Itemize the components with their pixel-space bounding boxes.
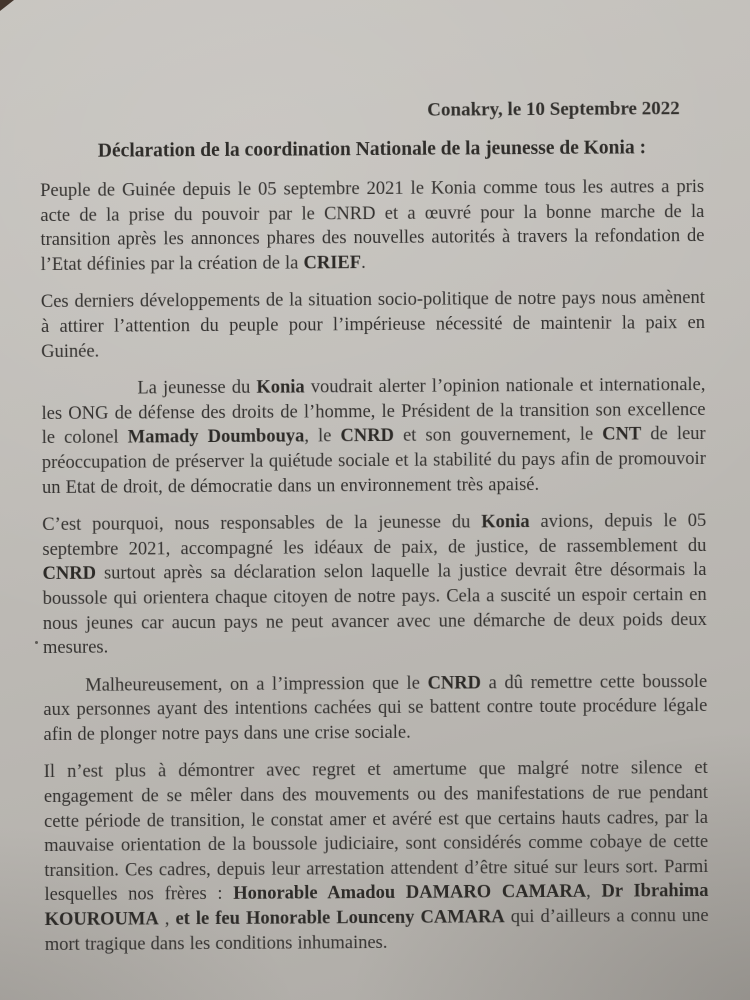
- dateline: Conakry, le 10 Septembre 2022: [427, 98, 680, 121]
- stray-ink-dot: [35, 641, 38, 644]
- document-title: Déclaration de la coordination Nationale de la jeunesse de Konia :: [97, 137, 647, 162]
- paragraph-6: Il n’est plus à démontrer avec regret et amertume que malgré notre silence et engagement de se mêler dans des mouvements ou des manifestations de rue pendant cette période de transition, le constat amer et avéré est que certains hauts cadres, par la mauvaise orientation de la boussole judiciaire, sont considérés comme cobaye de cette transition. Ces cadres, depuis leur arrestation attendent d’être situé sur leurs sort. Parmi lesquelles nos frères : Honorable Amadou DAMARO CAMARA, Dr Ibrahima KOUROUMA , et le feu Honorable Lounceny CAMARA qui d’ailleurs a connu une mort tragique dans les conditions inhumaines.: [43, 758, 709, 955]
- paragraph-2: Ces derniers développements de la situation socio-politique de notre pays nous amènent à attirer l’attention du peuple pour l’impérieuse nécessité de maintenir la paix en Guinée.: [40, 288, 706, 362]
- paragraph-3: La jeunesse du Konia voudrait alerter l’opinion nationale et internationale, les ONG de défense des droits de l’homme, le Président de la transition son excellence le colonel Mamady Doumbouya, le CNRD et son gouvernement, le CNT de leur préoccupation de préserver la quiétude sociale et la stabilité du pays afin de promouvoir un Etat de droit, de démocratie dans un environnement très apaisé.: [41, 375, 706, 498]
- document-body: [40, 175, 709, 957]
- paragraph-1: Peuple de Guinée depuis le 05 septembre 2021 le Konia comme tous les autres a pris acte de la prise du pouvoir par le CNRD et a œuvré pour la bonne marche de la transition après les annonces phares des nouvelles autorités à travers la refondation de l’Etat définies par la création de la CRIEF.: [40, 176, 705, 275]
- paragraph-4: C’est pourquoi, nous responsables de la jeunesse du Konia avions, depuis le 05 septembre 2021, accompagné les idéaux de paix, de justice, de rassemblement du CNRD surtout après sa déclaration selon laquelle la justice devrait être désormais la boussole qui orientera chaque citoyen de notre pays. Cela a suscité un espoir certain en nous jeunes car aucun pays ne peut avancer avec une démarche de deux poids deux mesures.: [42, 511, 707, 659]
- paragraph-5: Malheureusement, on a l’impression que le CNRD a dû remettre cette boussole aux personnes ayant des intentions cachées qui se battent contre toute procédure légale afin de plonger notre pays dans une crise sociale.: [43, 671, 708, 745]
